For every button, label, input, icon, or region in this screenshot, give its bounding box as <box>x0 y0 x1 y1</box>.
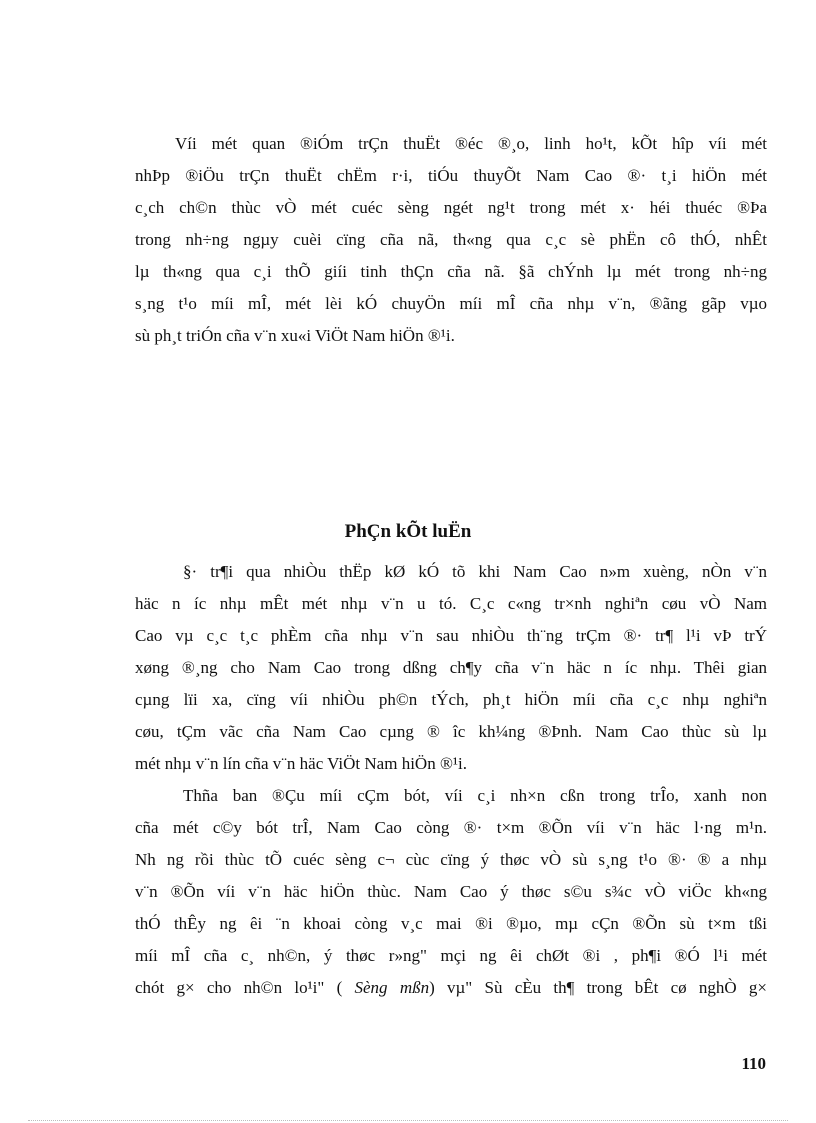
intro-paragraph <box>135 128 767 352</box>
text-line: v¨n ®Õn víi v¨n häc hiÖn thùc. Nam Cao ý thøc s©u s¾c vÒ viÖc kh«ng <box>135 882 767 901</box>
text-line: lµ th«ng qua c¸i thÕ giíi tinh thÇn cña nã. §ã chÝnh lµ mét trong nh÷ng <box>135 262 767 281</box>
text-segment: chót g× cho nh©n lo¹i" ( <box>135 978 343 997</box>
text-line: xøng ®¸ng cho Nam Cao trong dßng ch¶y cña v¨n häc n íc nhµ. Thêi gian <box>135 658 767 677</box>
text-line: Cao vµ c¸c t¸c phÈm cña nhµ v¨n sau nhiÒu th¨ng trÇm ®· tr¶ l¹i vÞ trÝ <box>135 626 767 645</box>
text-line: mét nhµ v¨n lín cña v¨n häc ViÖt Nam hiÖn ®¹i. <box>135 754 467 773</box>
section-heading: PhÇn kÕt luËn <box>344 521 472 542</box>
text-line: Thña ban ®Çu míi cÇm bót, víi c¸i nh×n cßn trong trÎo, xanh non <box>183 786 767 805</box>
book-title: Sèng mßn <box>354 978 430 997</box>
text-line: häc n íc nhµ mÊt mét nhµ v¨n u tó. C¸c c«ng tr×nh nghiªn cøu vÒ Nam <box>135 594 767 613</box>
text-line: s¸ng t¹o míi mÎ, mét lèi kÓ chuyÖn míi mÎ cña nhµ v¨n, ®ãng gãp vµo <box>135 294 767 313</box>
text-line: sù ph¸t triÓn cña v¨n xu«i ViÖt Nam hiÖn ®¹i. <box>135 326 455 345</box>
text-line: c¸ch ch©n thùc vÒ mét cuéc sèng ngét ng¹t trong mét x· héi thuéc ®Þa <box>135 198 767 217</box>
page-number: 110 <box>741 1054 766 1073</box>
text-line: Víi mét quan ®iÓm trÇn thuËt ®éc ®¸o, linh ho¹t, kÕt hîp víi mét <box>175 134 767 153</box>
text-line: §· tr¶i qua nhiÒu thËp kØ kÓ tõ khi Nam Cao n»m xuèng, nÒn v¨n <box>183 562 767 581</box>
text-line: thÓ thÊy ng êi ¨n khoai còng v¸c mai ®i ®µo, mµ cÇn ®Õn sù t×m tßi <box>135 914 767 933</box>
text-line: cña mét c©y bót trÎ, Nam Cao còng ®· t×m ®Õn víi v¨n häc l·ng m¹n. <box>135 818 767 837</box>
text-segment: ) vµ" Sù cÈu th¶ trong bÊt cø nghÒ g× <box>429 978 768 997</box>
text-line: cµng lïi xa, cïng víi nhiÒu ph©n tÝch, ph¸t hiÖn míi cña c¸c nhµ nghiªn <box>135 690 767 709</box>
text-line <box>135 972 767 1004</box>
conclusion-paragraph-2 <box>135 780 767 1004</box>
text-line: míi mÎ cña c¸ nh©n, ý thøc r»ng" mçi ng êi chØt ®i , ph¶i ®Ó l¹i mét <box>135 946 767 965</box>
text-line: nhÞp ®iÖu trÇn thuËt chËm r·i, tiÓu thuyÕt Nam Cao ®· t¸i hiÖn mét <box>135 166 767 185</box>
footer-divider <box>28 1120 788 1121</box>
text-line: trong nh÷ng ngµy cuèi cïng cña nã, th«ng qua c¸c sè phËn cô thÓ, nhÊt <box>135 230 767 249</box>
text-line: cøu, tÇm vãc cña Nam Cao cµng ® îc kh¼ng ®Þnh. Nam Cao thùc sù lµ <box>135 722 767 741</box>
text-line: Nh ng rồi thùc tÕ cuéc sèng c¬ cùc cïng ý thøc vÒ sù s¸ng t¹o ®· ® a nhµ <box>135 850 767 869</box>
conclusion-paragraph-1 <box>135 556 767 780</box>
